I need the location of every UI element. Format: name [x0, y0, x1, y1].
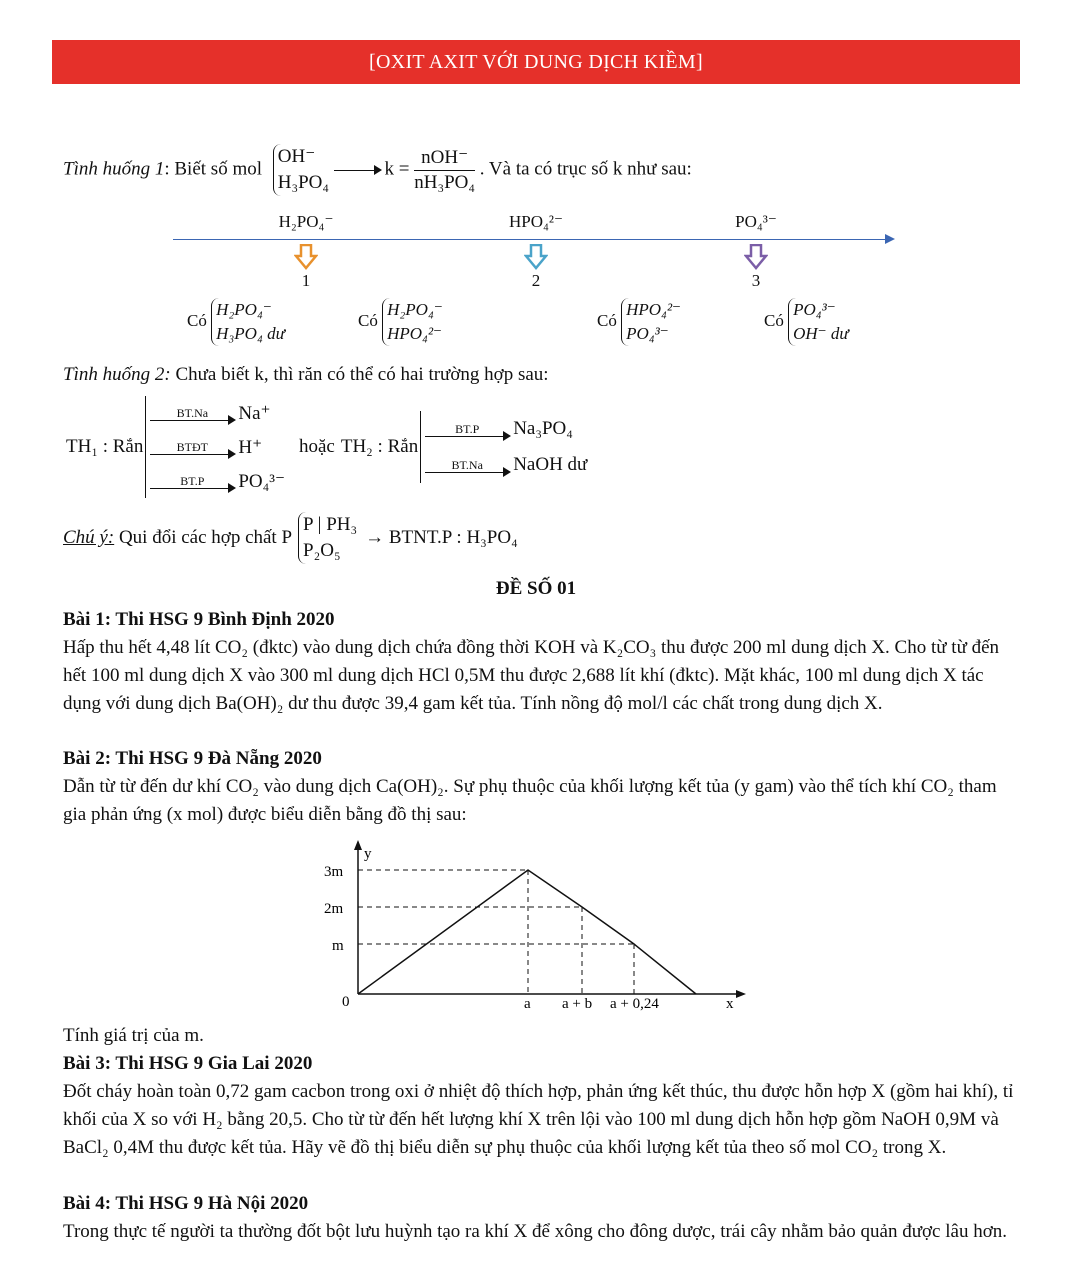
bai2-title: Bài 2: Thi HSG 9 Đà Nẵng 2020	[63, 748, 322, 769]
region-4	[764, 298, 849, 346]
case1-brace	[273, 144, 329, 196]
bai2-body: Dẫn từ từ đến dư khí CO₂ vào dung dịch Ca(OH)₂. Sự phụ thuộc của khối lượng kết tủa (y gam) vào thể tích khí CO₂ tham gia phản ứng (x mol) được biểu diễn bằng đồ thị sau:	[63, 776, 997, 825]
region-co: Có	[187, 310, 207, 330]
th2-row	[425, 447, 587, 483]
th1-row	[150, 464, 285, 498]
marker-ion: H₂PO₄⁻	[278, 212, 334, 231]
arrow-label: BT.Na	[176, 405, 209, 420]
th1-bar	[145, 396, 285, 498]
bai3-title: Bài 3: Thi HSG 9 Gia Lai 2020	[63, 1053, 313, 1074]
th2-bar	[420, 411, 587, 483]
down-arrow-icon	[294, 244, 318, 270]
arrow-label: BT.Na	[451, 457, 483, 472]
case1-brace-bottom: H₃PO₄	[277, 172, 330, 193]
frac-denominator: nH₃PO₄	[414, 171, 476, 193]
marker-num: 3	[751, 271, 761, 290]
down-arrow-icon	[744, 244, 768, 270]
region-brace	[382, 298, 443, 346]
region-bottom: OH⁻ dư	[793, 324, 849, 343]
note-label: Chú ý:	[63, 527, 115, 548]
th1-row	[150, 430, 285, 464]
chart-guides	[358, 870, 696, 994]
marker-num: 1	[301, 271, 311, 290]
bai4-body: Trong thực tế người ta thường đốt bột lưu huỳnh tạo ra khí X để xông cho đông dược, trái cây nhằm bảo quản được lâu hơn.	[63, 1221, 1007, 1242]
series-line	[358, 870, 696, 994]
note-brace-top: P | PH₃	[303, 514, 358, 535]
region-co: Có	[597, 310, 617, 330]
labeled-arrow	[150, 406, 234, 421]
x-tick-a-plus-024: a + 0,24	[610, 996, 659, 1012]
th2-label: TH₂ : Rắn	[340, 436, 419, 457]
region-bottom: PO₄³⁻	[626, 324, 669, 343]
th2-row	[425, 411, 587, 447]
bai4-title: Bài 4: Thi HSG 9 Hà Nội 2020	[63, 1193, 309, 1214]
labeled-arrow	[425, 422, 509, 437]
region-top: H₂PO₄⁻	[216, 300, 272, 319]
x-tick-a-plus-b: a + b	[562, 996, 593, 1012]
bai1-title: Bài 1: Thi HSG 9 Bình Định 2020	[63, 609, 335, 630]
header-title: [OXIT AXIT VỚI DUNG DỊCH KIỀM]	[369, 51, 703, 73]
y-axis-arrow	[354, 840, 362, 850]
th1-label: TH₁ : Rắn	[66, 436, 144, 457]
case1-line	[63, 144, 692, 196]
case2-text: Chưa biết k, thì răn có thể có hai trường hợp sau:	[170, 364, 549, 385]
case1-brace-top: OH⁻	[277, 146, 316, 167]
x-axis-arrow	[736, 990, 746, 998]
bai2-question: Tính giá trị của m.	[63, 1025, 204, 1046]
down-arrow-icon	[524, 244, 548, 270]
note-result: → BTNT.P : H₃PO₄	[365, 527, 518, 548]
th2-result: NaOH dư	[513, 454, 588, 475]
region-brace	[621, 298, 681, 346]
header-banner	[52, 40, 1020, 84]
section-title: ĐỀ SỐ 01	[495, 578, 577, 599]
y-tick-3m: 3m	[324, 864, 344, 880]
marker-num: 2	[531, 271, 541, 290]
bai1-body: Hấp thu hết 4,48 lít CO₂ (đktc) vào dung dịch chứa đồng thời KOH và K₂CO₃ thu được 200 ml dung dịch X. Cho từ từ đến hết 100 ml dung dịch X vào 300 ml dung dịch HCl 0,5M thu được 2,688 lít khí (đktc). Mặt khác, 100 ml dung dịch X tác dụng với dung dịch Ba(OH)₂ dư thu được 39,4 gam kết tủa. Tính nồng độ mol/l các chất trong dung dịch X.	[63, 637, 1000, 714]
case2-label: Tình huống 2:	[63, 364, 171, 385]
case1-arrow	[334, 170, 380, 171]
case1-fraction	[414, 146, 475, 195]
case1-suffix: . Và ta có trục số k như sau:	[479, 158, 692, 180]
axis-marker-1	[266, 212, 346, 291]
arrow-label: BT.P	[180, 473, 205, 488]
note-brace-bottom: P₂O₅	[303, 540, 341, 561]
origin-label: 0	[342, 994, 350, 1010]
region-top: H₂PO₄⁻	[387, 300, 443, 319]
y-tick-m: m	[332, 938, 344, 954]
marker-ion: HPO₄²⁻	[508, 212, 563, 231]
x-tick-a: a	[524, 996, 531, 1012]
case2-line	[63, 364, 549, 386]
region-brace	[211, 298, 285, 346]
arrow-label: BT.P	[455, 421, 480, 436]
region-top: HPO₄²⁻	[626, 300, 682, 319]
note-brace	[298, 512, 357, 564]
or-text: hoặc	[298, 436, 335, 457]
labeled-arrow	[150, 440, 234, 455]
th2-result: Na₃PO₄	[513, 418, 573, 439]
axis-marker-3	[716, 212, 796, 291]
note-line	[63, 512, 518, 564]
axis-marker-2	[496, 212, 576, 291]
case1-label: Tình huống 1	[63, 158, 165, 180]
x-axis-label: x	[726, 996, 734, 1012]
th1-result: Na⁺	[238, 402, 271, 424]
region-1	[187, 298, 285, 346]
marker-ion: PO₄³⁻	[735, 212, 777, 231]
th1-result: H⁺	[238, 436, 263, 458]
labeled-arrow	[425, 458, 509, 473]
frac-numerator: nOH⁻	[414, 146, 475, 171]
case1-prefix: : Biết số mol	[164, 158, 263, 180]
case1-k-eq: k =	[384, 158, 410, 180]
case2-formulas	[66, 396, 587, 498]
y-axis-label: y	[364, 846, 372, 862]
region-3	[597, 298, 681, 346]
th1-row	[150, 396, 285, 430]
note-text: Qui đổi các hợp chất P	[114, 527, 293, 548]
region-co: Có	[358, 310, 378, 330]
region-2	[358, 298, 443, 346]
labeled-arrow	[150, 474, 234, 489]
y-tick-2m: 2m	[324, 901, 344, 917]
region-co: Có	[764, 310, 784, 330]
arrow-label: BTĐT	[176, 439, 209, 454]
region-bottom: HPO₄²⁻	[387, 324, 443, 343]
th1-result: PO₄³⁻	[238, 470, 285, 492]
region-brace	[788, 298, 849, 346]
region-top: PO₄³⁻	[793, 300, 836, 319]
region-bottom: H₃PO₄ dư	[216, 324, 285, 343]
bai3-body: Đốt cháy hoàn toàn 0,72 gam cacbon trong oxi ở nhiệt độ thích hợp, phản ứng kết thúc, thu được hỗn hợp X (gồm hai khí), tỉ khối của X so với H₂ bằng 20,5. Cho từ từ đến hết lượng khí X trên lội vào 100 ml dung dịch hỗn hợp gồm NaOH 0,9M và BaCl₂ 0,4M thu được kết tủa. Hãy vẽ đồ thị biểu diễn sự phụ thuộc của khối lượng kết tủa theo số mol CO₂ trong X.	[63, 1081, 1014, 1158]
precipitate-chart	[300, 838, 770, 1018]
